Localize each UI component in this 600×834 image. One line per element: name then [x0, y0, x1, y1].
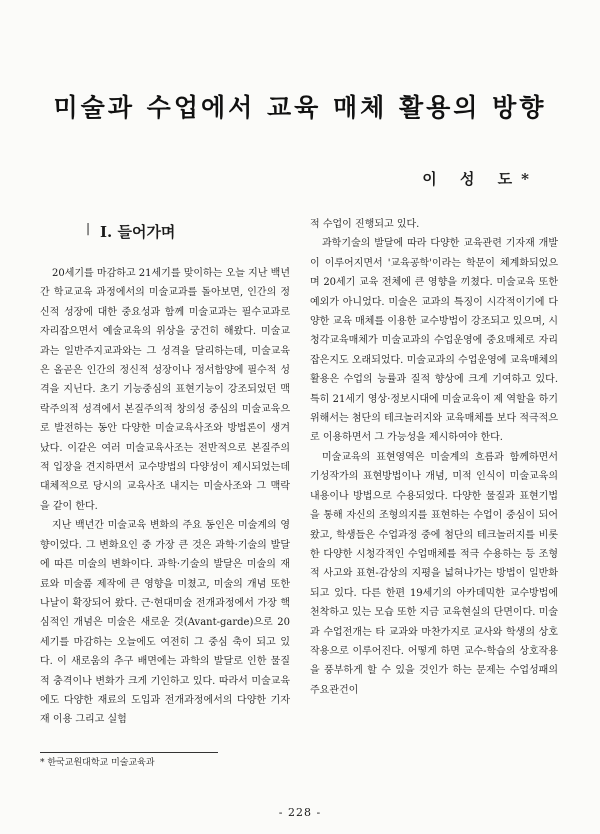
- footnote-divider: [40, 752, 218, 753]
- section-heading: [86, 221, 290, 242]
- body-paragraph: 과학기술의 발달에 따라 다양한 교육관련 기자재 개발이 이루어지면서 '교육공학'이라는 학문이 체계화되었으며 20세기 교육 전체에 큰 영향을 끼쳤다. 미술교육 또한 예외가 아니었다. 미술은 교과의 특징이 시각적이기에 다양한 교육 매체를 이용한 교수방법이 강조되고 있으며, 시청각교육매체가 미술교과의 수업운영에 중요매체로 자리잡은지도 오래되었다. 미술교과의 수업운영에 교육매체의 활용은 수업의 능률과 질적 향상에 크게 기여하고 있다. 특히 21세기 영상·정보시대에 미술교육이 제 역할을 하기 위해서는 첨단의 테크놀러지와 교육매체를 보다 적극적으로 이용하면서 그 가능성을 제시하여야 한다.: [310, 238, 558, 444]
- section-heading-text: Ⅰ. 들어가며: [100, 223, 176, 241]
- body-paragraph: 미술교육의 표현영역은 미술계의 흐름과 함께하면서 기성작가의 표현방법이나 개념, 미적 인식이 미술교육의 내용이나 방법으로 수용되었다. 다양한 물질과 표현기법을 통해 자신의 조형의지를 표현하는 수업이 중심이 되어왔고, 학생들은 수업과정 중에 첨단의 테크놀러지를 비롯한 다양한 시청각적인 수업매체를 적극 수용하는 등 조형적 사고와 표현-감상의 지평을 넓혀나가는 방법이 일반화되고 있다. 다른 한편 19세기의 아카데믹한 교수방법에 천착하고 있는 모습 또한 지금 교육현실의 단면이다. 미술과 수업전개는 타 교과와 마찬가지로 교사와 학생의 상호작용으로 이루어진다. 어떻게 하면 교수-학습의 상호작용을 풍부하게 할 수 있을 것인가 하는 문제는 수업성패의 주요관건이: [310, 451, 558, 696]
- paper-title: 미술과 수업에서 교육 매체 활용의 방향: [53, 93, 547, 122]
- body-paragraph: 지난 백년간 미술교육 변화의 주요 동인은 미술계의 영향이었다. 그 변화요인 중 가장 큰 것은 과학·기술의 발달에 따른 미술의 변화이다. 과학·기술의 발달은 미술의 재료와 미술품 제작에 큰 영향을 미쳤고, 미술의 개념 또한 나날이 확장되어 왔다. 근·현대미술 전개과정에서 가장 핵심적인 개념은 미술은 새로운 것(Avant-garde)으로 20세기를 마감하는 오늘에도 여전히 그 중심 축이 되고 있다. 이 새로움의 추구 배면에는 과학의 발달로 인한 물질적 충격이나 변화가 크게 기인하고 있다. 따라서 미술교육에도 다양한 재료의 도입과 전개과정에서의 다양한 기자재 이용 그리고 실험: [40, 520, 290, 726]
- footnote: * 한국교원대학교 미술교육과: [40, 758, 155, 768]
- right-column: [310, 215, 558, 700]
- body-paragraph: 20세기를 마감하고 21세기를 맞이하는 오늘 지난 백년간 학교교육 과정에서의 미술교과를 돌아보면, 인간의 정신적 성장에 대한 중요성과 함께 미술교과는 필수교과로 자리잡으면서 예술교육의 위상을 궁건히 해왔다. 미술교과는 일반주지교과와는 그 성격을 달리하는데, 미술교육은 올곧은 인간의 정신적 성장이나 정서함양에 필수적 성격을 지닌다. 초기 기능중심의 표현기능이 강조되었던 맥락주의적 성격에서 본질주의적 창의성 중심의 미술교육으로 발전하는 동안 다양한 미술교육사조와 방법론이 생겨났다. 이같은 여러 미술교육사조는 전반적으로 본질주의적 입장을 견지하면서 교수방법의 다양성이 제시되었는데 대체적으로 당시의 교육사조 내지는 미술사조와 그 맥락을 같이 한다.: [40, 268, 290, 512]
- author-name: 이 성 도*: [422, 170, 538, 188]
- page-number: - 228 -: [278, 806, 322, 819]
- body-paragraph: 적 수업이 진행되고 있다.: [310, 219, 420, 230]
- left-column: [40, 218, 290, 730]
- section-mark: |: [86, 221, 91, 235]
